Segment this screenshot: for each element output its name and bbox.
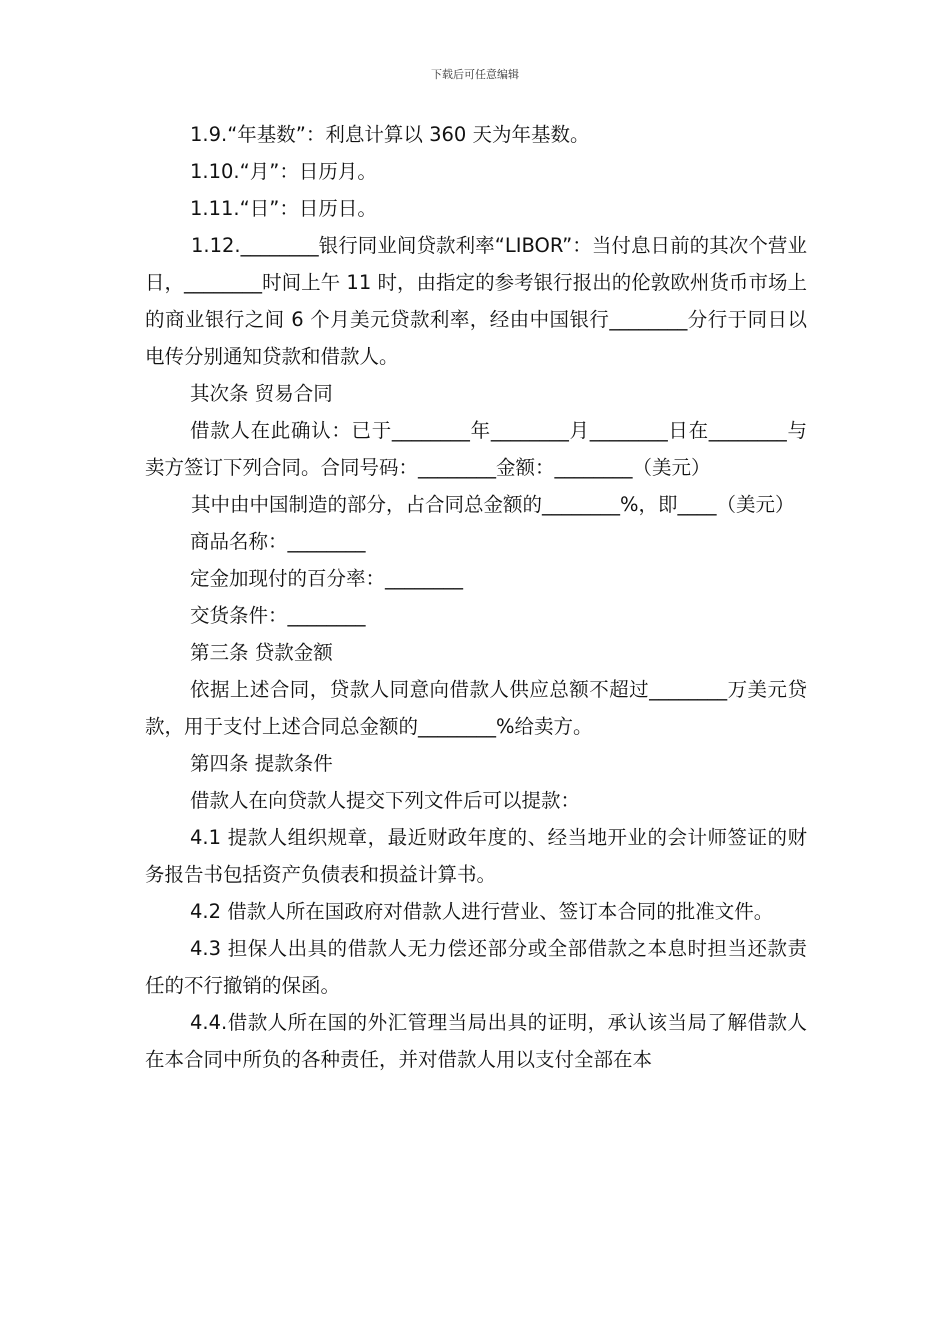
paragraph-deposit-percentage: 定金加现付的百分率：________ [190,567,464,590]
section-heading-3: 第三条 贷款金额 [190,641,333,664]
paragraph-4-3: 4.3 担保人出具的借款人无力偿还部分或全部借款之本息时担当还款责任的不行撤销的保函。 [145,937,807,997]
section-heading-2: 其次条 贸易合同 [190,382,333,405]
paragraph-confirmation: 借款人在此确认：已于________年________月________日在________与卖方签订下列合同。合同号码：________金额：________（美元） [145,419,807,479]
paragraph-1-12: 1.12.________银行同业间贷款利率“LIBOR”：当付息日前的其次个营业日，________时间上午 11 时，由指定的参考银行报出的伦敦欧州货币市场上的商业银行之间 6 个月美元贷款利率，经由中国银行________分行于同日以电传分别通知贷款和借款人。 [145,234,807,368]
section-heading-4: 第四条 提款条件 [190,752,333,775]
paragraph-1-10: 1.10.“月”：日历月。 [190,160,377,183]
paragraph-4-1: 4.1 提款人组织规章，最近财政年度的、经当地开业的会计师签证的财务报告书包括资产负债表和损益计算书。 [145,826,807,886]
paragraph-drawdown-intro: 借款人在向贷款人提交下列文件后可以提款： [190,789,581,812]
header-note: 下载后可任意编辑 [431,68,519,81]
paragraph-4-2: 4.2 借款人所在国政府对借款人进行营业、签订本合同的批准文件。 [190,900,774,923]
paragraph-goods-name: 商品名称：________ [190,530,366,553]
paragraph-1-11: 1.11.“日”：日历日。 [190,197,377,220]
paragraph-loan-amount: 依据上述合同，贷款人同意向借款人供应总额不超过________万美元贷款，用于支付上述合同总金额的________%给卖方。 [145,678,807,738]
document-body [145,116,807,1078]
paragraph-delivery-terms: 交货条件：________ [190,604,366,627]
paragraph-1-9: 1.9.“年基数”：利息计算以 360 天为年基数。 [190,123,590,146]
paragraph-china-made-share: 其中由中国制造的部分，占合同总金额的________%，即____（美元） [191,493,795,516]
paragraph-4-4: 4.4.借款人所在国的外汇管理当局出具的证明，承认该当局了解借款人在本合同中所负的各种责任，并对借款人用以支付全部在本 [145,1011,807,1071]
